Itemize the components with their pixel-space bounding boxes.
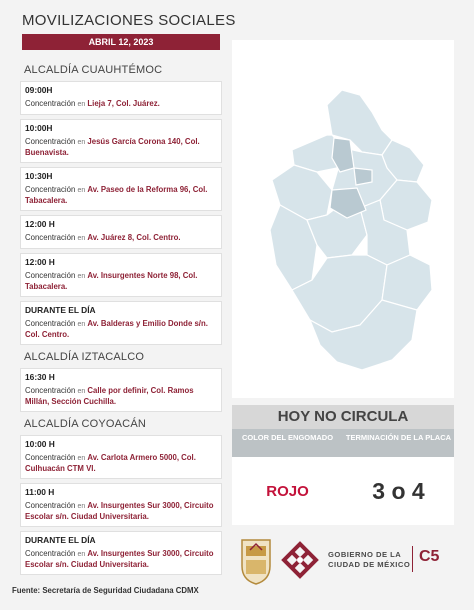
- gobierno-logo-text: [328, 550, 410, 570]
- event-type: Concentración: [25, 549, 76, 558]
- event-description: [25, 319, 217, 340]
- date-banner: ABRIL 12, 2023: [22, 34, 220, 50]
- plate-ending-value: 3 o 4: [372, 477, 425, 504]
- hoy-no-circula-title: HOY NO CIRCULA: [232, 405, 454, 429]
- section-heading: ALCALDÍA IZTACALCO: [24, 351, 145, 363]
- event-card: [20, 435, 222, 479]
- event-type: Concentración: [25, 271, 76, 280]
- cdmx-map-icon: [232, 40, 454, 398]
- event-place: Av. Insurgentes Sur 3000, Circuito Escolar s/n. Ciudad Universitaria.: [25, 549, 214, 569]
- event-connector: en: [77, 551, 86, 558]
- event-description: [25, 185, 217, 206]
- event-connector: en: [77, 235, 86, 242]
- event-description: [25, 549, 217, 570]
- event-type: Concentración: [25, 501, 76, 510]
- event-card: [20, 253, 222, 297]
- section-heading: ALCALDÍA COYOACÁN: [24, 418, 146, 430]
- sticker-color-value: ROJO: [266, 482, 309, 500]
- map-panel: [232, 40, 454, 398]
- event-place: Av. Juárez 8, Col. Centro.: [87, 233, 181, 242]
- plate-header: TERMINACIÓN DE LA PLACA: [345, 433, 452, 442]
- event-type: Concentración: [25, 185, 76, 194]
- event-card: [20, 119, 222, 163]
- coat-of-arms-icon: [242, 540, 270, 584]
- event-connector: en: [77, 388, 86, 395]
- event-connector: en: [77, 503, 86, 510]
- event-place: Calle por definir, Col. Ramos Millán, Sección Cuchilla.: [25, 386, 194, 406]
- event-card: [20, 215, 222, 249]
- event-card: [20, 167, 222, 211]
- page-title: MOVILIZACIONES SOCIALES: [22, 12, 236, 29]
- hoy-no-circula-headers: [232, 429, 454, 457]
- event-connector: en: [77, 101, 86, 108]
- event-time: DURANTE EL DÍA: [25, 305, 96, 315]
- event-time: 10:00H: [25, 123, 53, 133]
- event-type: Concentración: [25, 319, 76, 328]
- event-type: Concentración: [25, 137, 76, 146]
- event-time: 11:00 H: [25, 487, 55, 497]
- gobierno-cdmx-logo-icon: [284, 544, 316, 576]
- c5-logo: C5: [419, 548, 440, 565]
- event-card: [20, 483, 222, 527]
- hoy-no-circula-values: [232, 457, 454, 525]
- event-card: [20, 81, 222, 115]
- event-type: Concentración: [25, 386, 76, 395]
- event-time: 16:30 H: [25, 372, 55, 382]
- event-place: Av. Insurgentes Sur 3000, Circuito Escolar s/n. Ciudad Universitaria.: [25, 501, 214, 521]
- events-column: [20, 58, 222, 579]
- event-type: Concentración: [25, 233, 76, 242]
- event-description: [25, 453, 217, 474]
- gob-line1: GOBIERNO DE LA: [328, 550, 402, 559]
- event-description: [25, 386, 217, 407]
- event-connector: en: [77, 321, 86, 328]
- event-place: Lieja 7, Col. Juárez.: [87, 99, 160, 108]
- event-time: 12:00 H: [25, 219, 55, 229]
- event-time: 10:00 H: [25, 439, 55, 449]
- event-place: Jesús García Corona 140, Col. Buenavista.: [25, 137, 200, 157]
- logos-row: [232, 530, 454, 590]
- event-connector: en: [77, 139, 86, 146]
- event-place: Av. Insurgentes Norte 98, Col. Tabacalera.: [25, 271, 198, 291]
- event-connector: en: [77, 273, 86, 280]
- event-type: Concentración: [25, 453, 76, 462]
- color-header: COLOR DEL ENGOMADO: [241, 433, 334, 442]
- event-place: Av. Carlota Armero 5000, Col. Culhuacán CTM VI.: [25, 453, 196, 473]
- section-heading: ALCALDÍA CUAUHTÉMOC: [24, 64, 163, 76]
- event-card: [20, 301, 222, 345]
- event-type: Concentración: [25, 99, 76, 108]
- gob-line2: CIUDAD DE MÉXICO: [328, 560, 411, 569]
- source-footer: Fuente: Secretaría de Seguridad Ciudadana CDMX: [12, 586, 199, 595]
- event-time: 09:00H: [25, 85, 53, 95]
- event-description: [25, 137, 217, 158]
- event-description: [25, 271, 217, 292]
- event-time: 10:30H: [25, 171, 53, 181]
- event-connector: en: [77, 187, 86, 194]
- hoy-no-circula-panel: [232, 405, 454, 525]
- logo-separator: [412, 546, 413, 572]
- event-description: [25, 501, 217, 522]
- event-description: [25, 233, 217, 244]
- event-card: [20, 368, 222, 412]
- event-card: [20, 531, 222, 575]
- event-connector: en: [77, 455, 86, 462]
- event-place: Av. Paseo de la Reforma 96, Col. Tabacalera.: [25, 185, 208, 205]
- event-description: [25, 99, 217, 110]
- event-time: 12:00 H: [25, 257, 55, 267]
- event-time: DURANTE EL DÍA: [25, 535, 96, 545]
- event-place: Av. Balderas y Emilio Donde s/n. Col. Centro.: [25, 319, 208, 339]
